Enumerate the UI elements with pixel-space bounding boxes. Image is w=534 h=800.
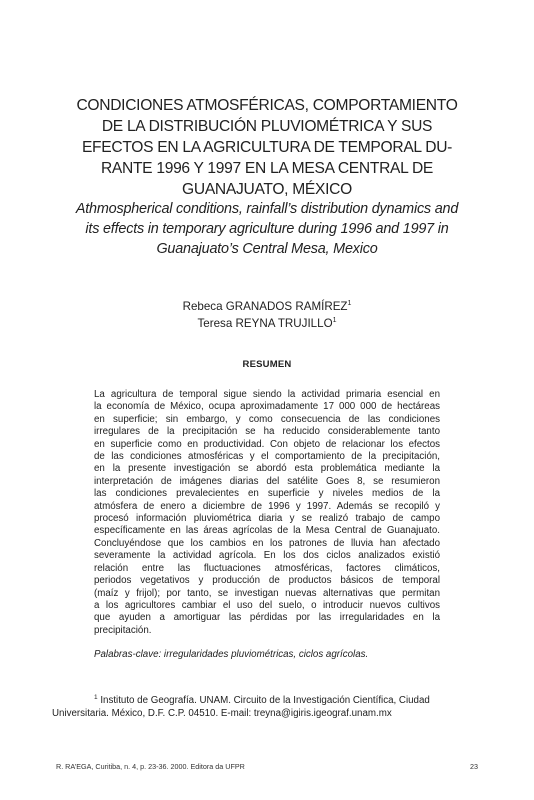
title-line: DE LA DISTRIBUCIÓN PLUVIOMÉTRICA Y SUS: [101, 118, 433, 135]
abstract-line: procesó información pluviométrica diaria y se realizó trabajo de campo: [94, 513, 440, 525]
abstract-line: atmósfera de enero a diciembre de 1996 y 1997. Además se recopiló y: [94, 500, 440, 512]
abstract-line: relación entre las fluctuaciones atmosféricas, factores climáticos,: [94, 562, 440, 574]
author: [0, 315, 534, 332]
english-title: [40, 199, 494, 259]
abstract-line: la economía de México, ocupa aproximadamente 17 000 000 de hectáreas: [94, 401, 440, 413]
abstract-line: en superficie como en productividad. Con objeto de relacionar los efectos: [94, 438, 440, 450]
title-line: GUANAJUATO, MÉXICO: [182, 181, 352, 198]
abstract-line: severamente la actividad agrícola. En los dos ciclos analizados existió: [94, 550, 440, 562]
abstract-line: interpretación de imágenes diarias del satélite Goes 8, se resumieron: [94, 475, 440, 487]
abstract-line: Concluyéndose que los cambios en los patrones de lluvia han afectado: [94, 537, 440, 549]
footnote-line: [52, 695, 482, 708]
footnote-mark: 1: [94, 693, 98, 701]
footnote-line: Universitaria. México, D.F. C.P. 04510. E-mail: treyna@igiris.igeograf.unam.mx: [52, 707, 392, 719]
author-name: Teresa REYNA TRUJILLO: [197, 317, 333, 330]
abstract-line: a los agricultores cambiar el uso del suelo, o introducir nuevos cultivos: [94, 599, 440, 611]
author-list: [0, 298, 534, 332]
title-line: CONDICIONES ATMOSFÉRICAS, COMPORTAMIENTO: [76, 97, 458, 114]
abstract-line: periodos vegetativos y producción de productos básicos de temporal: [94, 575, 440, 587]
abstract-line: en la presente investigación se abordó esta problemática mediante la: [94, 463, 440, 475]
abstract-line: específicamente en las áreas agrícolas de la Mesa Central de Guanajuato.: [94, 525, 440, 537]
abstract-line: precipitación.: [94, 624, 152, 636]
abstract-line: (maíz y frijol); por tanto, se investigan nuevas alternativas que permitan: [94, 587, 440, 599]
abstract-line: en superficie; sin embargo, y como consecuencia de las condiciones: [94, 413, 440, 425]
author-footnote-mark: 1: [332, 317, 337, 325]
author-footnote-mark: 1: [347, 300, 352, 308]
abstract-line: irregulares de la precipitación se ha reducido considerablemente tanto: [94, 426, 440, 438]
abstract-body: [94, 389, 440, 637]
abstract-line: las condiciones prevalecientes en superficie y niveles medios de la: [94, 488, 440, 500]
keywords: Palabras-clave: irregularidades pluviométricas, ciclos agrícolas.: [94, 649, 369, 660]
page-number: 23: [470, 762, 478, 771]
abstract-line: La agricultura de temporal sigue siendo la actividad primaria esencial en: [94, 389, 440, 400]
title-line: RANTE 1996 Y 1997 EN LA MESA CENTRAL DE: [100, 160, 434, 177]
title-line: EFECTOS EN LA AGRICULTURA DE TEMPORAL DU-: [81, 139, 453, 156]
abstract-line: que ayuden a amortiguar las pérdidas por las irregularidades en la: [94, 612, 440, 624]
abstract-heading: RESUMEN: [242, 359, 292, 370]
article-title: [40, 95, 494, 200]
author-name: Rebeca GRANADOS RAMÍREZ: [182, 300, 348, 313]
affiliation-footnote: [52, 695, 482, 720]
abstract-line: de las condiciones atmosféricas y el comportamiento de la precipitación,: [94, 451, 440, 463]
subtitle-line: Guanajuato’s Central Mesa, Mexico: [156, 241, 378, 257]
footnote-text: Instituto de Geografía. UNAM. Circuito de la Investigación Científica, Ciudad: [97, 695, 430, 706]
journal-citation: R. RA’EGA, Curitiba, n. 4, p. 23-36. 2000. Editora da UFPR: [56, 762, 245, 771]
subtitle-line: its effects in temporary agriculture during 1996 and 1997 in: [85, 221, 449, 237]
subtitle-line: Athmospherical conditions, rainfall’s distribution dynamics and: [75, 201, 459, 217]
author: [0, 298, 534, 315]
